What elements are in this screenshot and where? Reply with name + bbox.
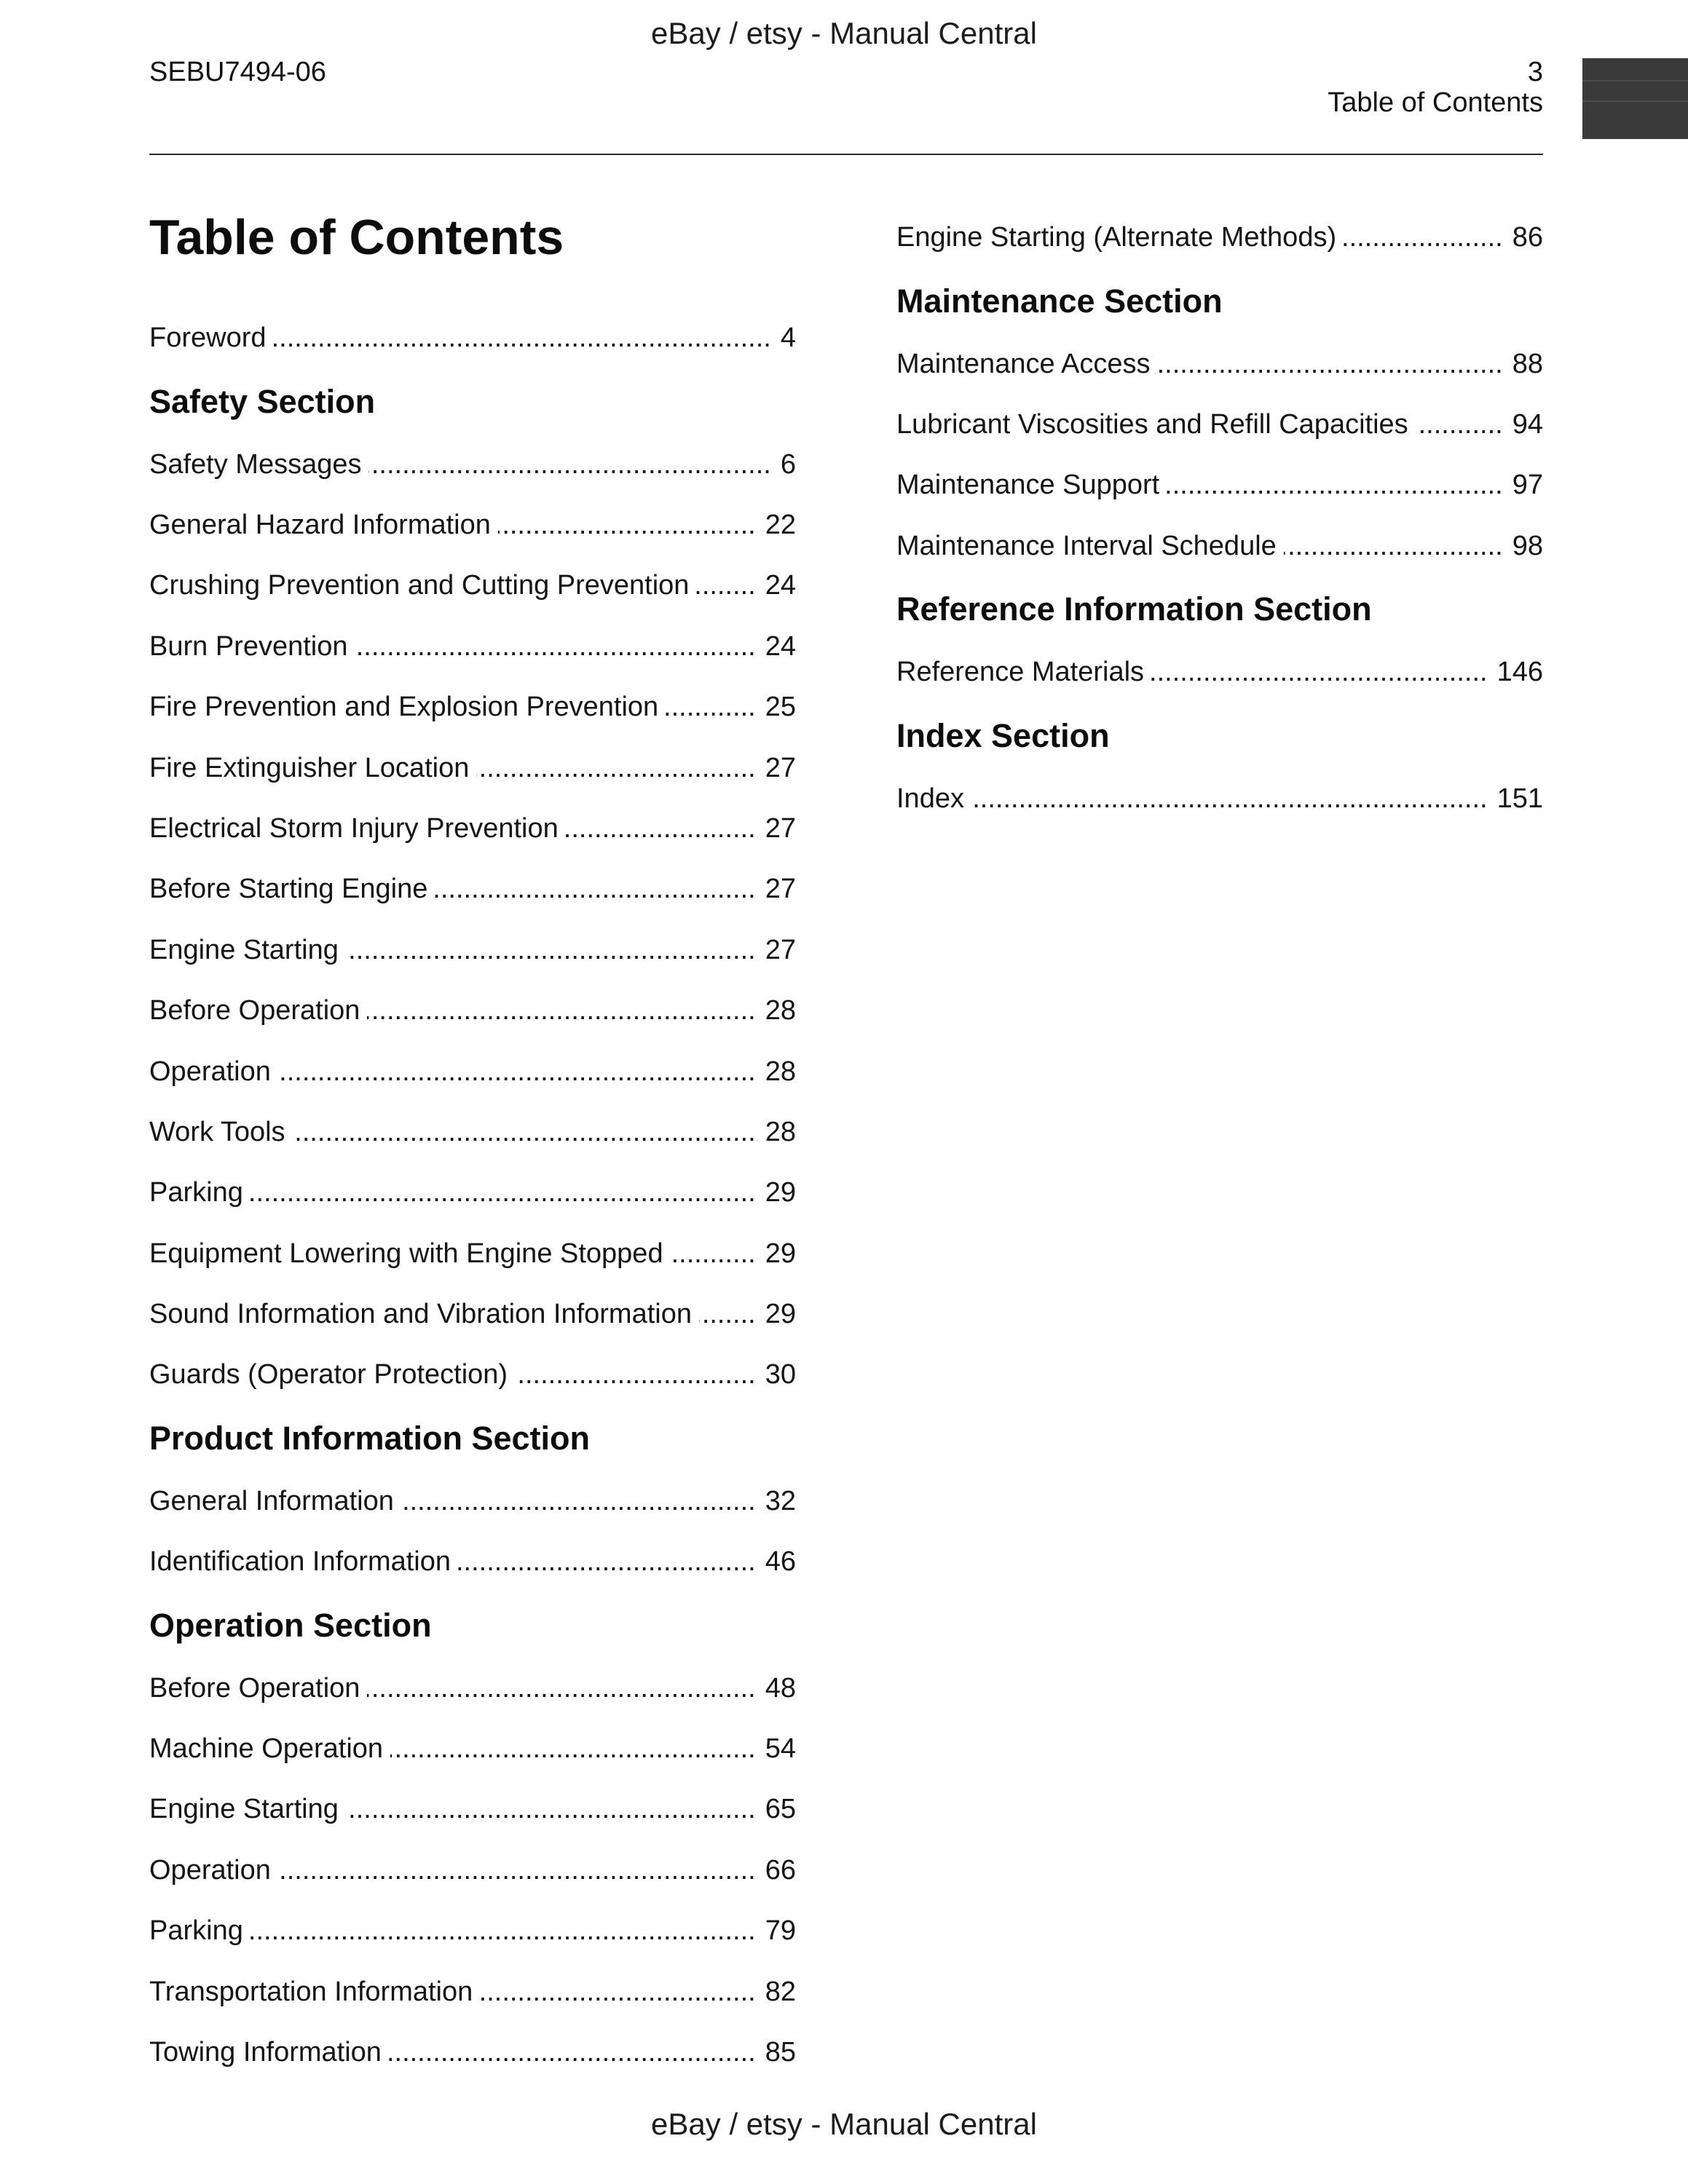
toc-entry (896, 516, 1543, 577)
dot-leader (566, 799, 756, 859)
toc-entry-page-number: 46 (765, 1546, 796, 1578)
dot-leader (696, 555, 755, 616)
toc-entry (149, 1224, 796, 1284)
toc-entry-page-number: 88 (1512, 348, 1543, 379)
toc-entry-title: Identification Information (149, 1546, 451, 1578)
toc-section (149, 369, 796, 1406)
toc-entry-title: Safety Messages (149, 448, 362, 480)
toc-entry (149, 1840, 796, 1901)
dot-leader (480, 1962, 755, 2022)
toc-entry-page-number: 82 (765, 1976, 796, 2007)
dot-leader (367, 1658, 755, 1719)
dot-leader (666, 677, 756, 737)
dot-leader (1416, 395, 1503, 455)
toc-entry-title: Parking (149, 1177, 243, 1208)
toc-section (149, 1406, 796, 1593)
toc-entry-title: Maintenance Access (896, 348, 1151, 379)
toc-entry-title: Machine Operation (149, 1733, 384, 1765)
toc-entry (896, 642, 1543, 703)
toc-entry-title: Fire Extinguisher Location (149, 752, 470, 783)
dot-leader (278, 1042, 756, 1102)
toc-entry-title: Burn Prevention (149, 630, 348, 662)
dot-leader (1167, 455, 1502, 515)
toc-section-heading: Maintenance Section (896, 282, 1223, 320)
dot-leader (476, 738, 755, 799)
toc-entry-title: Engine Starting (149, 1794, 339, 1825)
toc-section (896, 703, 1543, 829)
dot-leader (389, 2022, 756, 2083)
dot-leader (1344, 207, 1503, 268)
toc-entry-title: Maintenance Support (896, 470, 1160, 501)
toc-entry-title: Fire Prevention and Explosion Prevention (149, 692, 659, 723)
toc-entry-page-number: 29 (765, 1177, 796, 1208)
toc-entry-page-number: 146 (1496, 657, 1543, 688)
dot-leader (515, 1345, 756, 1405)
toc-entry (149, 1163, 796, 1223)
toc-entry-title: Crushing Prevention and Cutting Prevention (149, 570, 690, 601)
toc-entry-page-number: 86 (1512, 222, 1543, 253)
toc-section-heading: Reference Information Section (896, 590, 1372, 628)
dot-leader (699, 1284, 756, 1345)
toc-entry-page-number: 27 (765, 874, 796, 905)
toc-entry (149, 308, 796, 368)
dot-leader (367, 981, 755, 1041)
toc-entry-title: Engine Starting (Alternate Methods) (896, 222, 1337, 253)
toc-entry-title: Before Starting Engine (149, 874, 428, 905)
toc-entry-page-number: 29 (765, 1299, 796, 1330)
toc-entry-page-number: 6 (780, 448, 796, 480)
toc-entry-title: Towing Information (149, 2037, 382, 2068)
toc-entry-title: Sound Information and Vibration Information (149, 1299, 692, 1330)
toc-entry-page-number: 94 (1512, 409, 1543, 440)
toc-entry (149, 799, 796, 859)
toc-entry (149, 435, 796, 495)
dot-leader (274, 308, 771, 368)
toc-section-heading: Operation Section (149, 1606, 432, 1644)
dot-leader (435, 859, 755, 919)
toc-entry (149, 1532, 796, 1592)
toc-entry-title: Foreword (149, 323, 267, 354)
toc-entry-page-number: 97 (1512, 470, 1543, 501)
toc-section-heading: Safety Section (149, 382, 376, 420)
dot-leader (390, 1719, 756, 1779)
header-rule (149, 154, 1543, 155)
toc-entry-page-number: 4 (780, 323, 796, 354)
toc-entry-page-number: 54 (765, 1733, 796, 1765)
running-title: Table of Contents (1328, 87, 1543, 118)
page-number: 3 (1527, 57, 1543, 87)
page-title: Table of Contents (149, 210, 564, 266)
toc-entry (149, 677, 796, 737)
toc-entry-title: Reference Materials (896, 657, 1145, 688)
toc-entry (149, 1471, 796, 1532)
toc-entry-title: Equipment Lowering with Engine Stopped (149, 1238, 663, 1269)
dot-leader (251, 1901, 756, 1961)
toc-entry-page-number: 85 (765, 2037, 796, 2068)
toc-entry (149, 1962, 796, 2022)
dot-leader (1158, 334, 1503, 395)
toc-entry (149, 2022, 796, 2083)
dot-leader (251, 1163, 756, 1223)
toc-entry-title: General Hazard Information (149, 510, 491, 541)
toc-entry-page-number: 25 (765, 692, 796, 723)
toc-entry (149, 555, 796, 616)
toc-entry-page-number: 24 (765, 630, 796, 662)
toc-entry (149, 1658, 796, 1719)
toc-entry-page-number: 66 (765, 1854, 796, 1886)
page-header-right (1328, 57, 1543, 118)
toc-entry-title: General Information (149, 1485, 394, 1516)
toc-entry-title: Index (896, 783, 964, 814)
toc-entry (149, 738, 796, 799)
dot-leader (401, 1471, 756, 1532)
toc-entry (896, 395, 1543, 455)
toc-entry-page-number: 28 (765, 995, 796, 1026)
toc-entry (896, 207, 1543, 268)
toc-entry-page-number: 32 (765, 1485, 796, 1516)
dot-leader (278, 1840, 756, 1901)
toc-entry (149, 1042, 796, 1102)
dot-leader (293, 1102, 756, 1163)
toc-entry-page-number: 79 (765, 1915, 796, 1947)
toc-entry-page-number: 48 (765, 1672, 796, 1704)
toc-entry-title: Transportation Information (149, 1976, 473, 2007)
watermark-top: eBay / etsy - Manual Central (651, 16, 1037, 50)
toc-entry-page-number: 65 (765, 1794, 796, 1825)
toc-entry (896, 455, 1543, 515)
toc-entry-page-number: 27 (765, 934, 796, 965)
toc-entry (149, 1284, 796, 1345)
toc-entry (149, 1345, 796, 1405)
toc-entry-page-number: 22 (765, 510, 796, 541)
dot-leader (498, 495, 756, 555)
toc-entry-title: Before Operation (149, 995, 360, 1026)
toc-entry-page-number: 24 (765, 570, 796, 601)
toc-entry-title: Engine Starting (149, 934, 339, 965)
toc-section (896, 269, 1543, 577)
toc-entry (896, 769, 1543, 829)
toc-entry-title: Guards (Operator Protection) (149, 1359, 508, 1390)
toc-entry-page-number: 29 (765, 1238, 796, 1269)
watermark-bottom: eBay / etsy - Manual Central (651, 2107, 1037, 2141)
toc-entry-page-number: 98 (1512, 530, 1543, 561)
toc-entry (149, 981, 796, 1041)
toc-entry-page-number: 151 (1496, 783, 1543, 814)
table-of-contents (149, 207, 1543, 2115)
toc-entry (149, 1102, 796, 1163)
toc-entry (896, 334, 1543, 395)
toc-entry-title: Work Tools (149, 1116, 285, 1147)
dot-leader (1151, 642, 1488, 703)
toc-entry (149, 859, 796, 919)
thumb-index-tab (1582, 58, 1688, 139)
toc-entry-title: Parking (149, 1915, 243, 1947)
toc-entry-page-number: 30 (765, 1359, 796, 1390)
toc-entry-page-number: 27 (765, 812, 796, 844)
dot-leader (458, 1532, 756, 1592)
dot-leader (368, 435, 770, 495)
dot-leader (971, 769, 1488, 829)
toc-section-heading: Product Information Section (149, 1419, 591, 1457)
toc-entry (149, 495, 796, 555)
toc-entry-title: Before Operation (149, 1672, 360, 1704)
toc-entry-page-number: 27 (765, 752, 796, 783)
toc-entry-title: Electrical Storm Injury Prevention (149, 812, 559, 844)
toc-entry-page-number: 28 (765, 1116, 796, 1147)
toc-entry (149, 1901, 796, 1961)
dot-leader (671, 1224, 756, 1284)
dot-leader (355, 617, 756, 677)
toc-section-heading: Index Section (896, 716, 1110, 754)
toc-entry (149, 920, 796, 981)
dot-leader (346, 920, 756, 981)
toc-entry (149, 1779, 796, 1840)
document-number: SEBU7494-06 (149, 57, 326, 87)
toc-section (896, 577, 1543, 703)
dot-leader (1284, 516, 1503, 577)
toc-entry-title: Operation (149, 1854, 271, 1886)
toc-entry-page-number: 28 (765, 1056, 796, 1087)
toc-entry (149, 617, 796, 677)
toc-entry-title: Lubricant Viscosities and Refill Capacities (896, 409, 1408, 440)
toc-entry-title: Maintenance Interval Schedule (896, 530, 1277, 561)
toc-entry-title: Operation (149, 1056, 271, 1087)
dot-leader (346, 1779, 756, 1840)
toc-entry (149, 1719, 796, 1779)
